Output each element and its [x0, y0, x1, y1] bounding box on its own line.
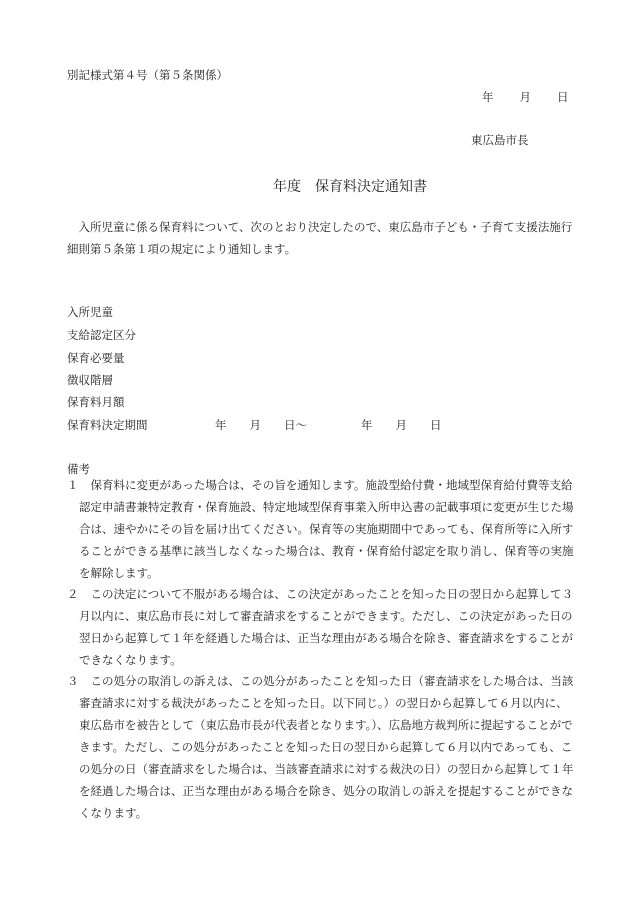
- note-item: [67, 474, 577, 584]
- date-day: 日: [557, 90, 569, 104]
- note-number: ２: [67, 587, 79, 601]
- intro-paragraph: 入所児童に係る保育料について、次のとおり決定したので、東広島市子ども・子育て支援法施行細則第５条第１項の規定により通知します。: [67, 220, 573, 256]
- form-label: 別記様式第４号（第５条関係）: [67, 68, 228, 82]
- field-bracket: 徴収階層: [67, 373, 113, 387]
- field-monthly-fee: 保育料月額: [67, 395, 125, 409]
- period-to: 年 月 日: [361, 418, 442, 432]
- note-item: [67, 670, 577, 824]
- note-text: この処分の取消しの訴えは、この処分があったことを知った日（審査請求をした場合は、当該審査請求に対する裁決があったことを知った日。以下同じ。）の翌日から起算して６月以内に、東広島市を被告として（東広島市長が代表者となります。）、広島地方裁判所に提起することができます。ただし、この処分があったことを知った日の翌日から起算して６月以内であっても、この処分の日（審査請求をした場合は、当該審査請求に対する裁決の日）の翌日から起算して１年を経過した場合は、正当な理由がある場合を除き、処分の取消しの訴えを提起することができなくなります。: [79, 674, 574, 820]
- period-from: 年 月 日～: [215, 418, 307, 432]
- note-number: １: [67, 478, 79, 492]
- field-certification: 支給認定区分: [67, 328, 136, 342]
- notes-heading: 備考: [67, 462, 90, 476]
- field-child: 入所児童: [67, 305, 113, 319]
- date-line: [482, 89, 569, 105]
- note-text: この決定について不服がある場合は、この決定があったことを知った日の翌日から起算して３月以内に、東広島市長に対して審査請求をすることができます。ただし、この決定があった日の翌日から起算して１年を経過した場合は、正当な理由がある場合を除き、審査請求をすることができなくなります。: [79, 587, 574, 667]
- date-year: 年: [482, 90, 494, 104]
- field-need: 保育必要量: [67, 351, 125, 365]
- issuer: 東広島市長: [471, 133, 529, 147]
- note-item: [67, 583, 577, 671]
- note-text: 保育料に変更があった場合は、その旨を通知します。施設型給付費・地域型保育給付費等支給認定申請書兼特定教育・保育施設、特定地域型保育事業入所申込書の記載事項に変更が生じた場合は、速やかにその旨を届け出てください。保育等の実施期間中であっても、保育所等に入所することができる基準に該当しなくなった場合は、教育・保育給付認定を取り消し、保育等の実施を解除します。: [79, 478, 574, 580]
- field-period: 保育料決定期間: [67, 418, 148, 432]
- date-month: 月: [519, 90, 531, 104]
- page-title: 年度 保育料決定通知書: [273, 179, 427, 195]
- note-number: ３: [67, 674, 79, 688]
